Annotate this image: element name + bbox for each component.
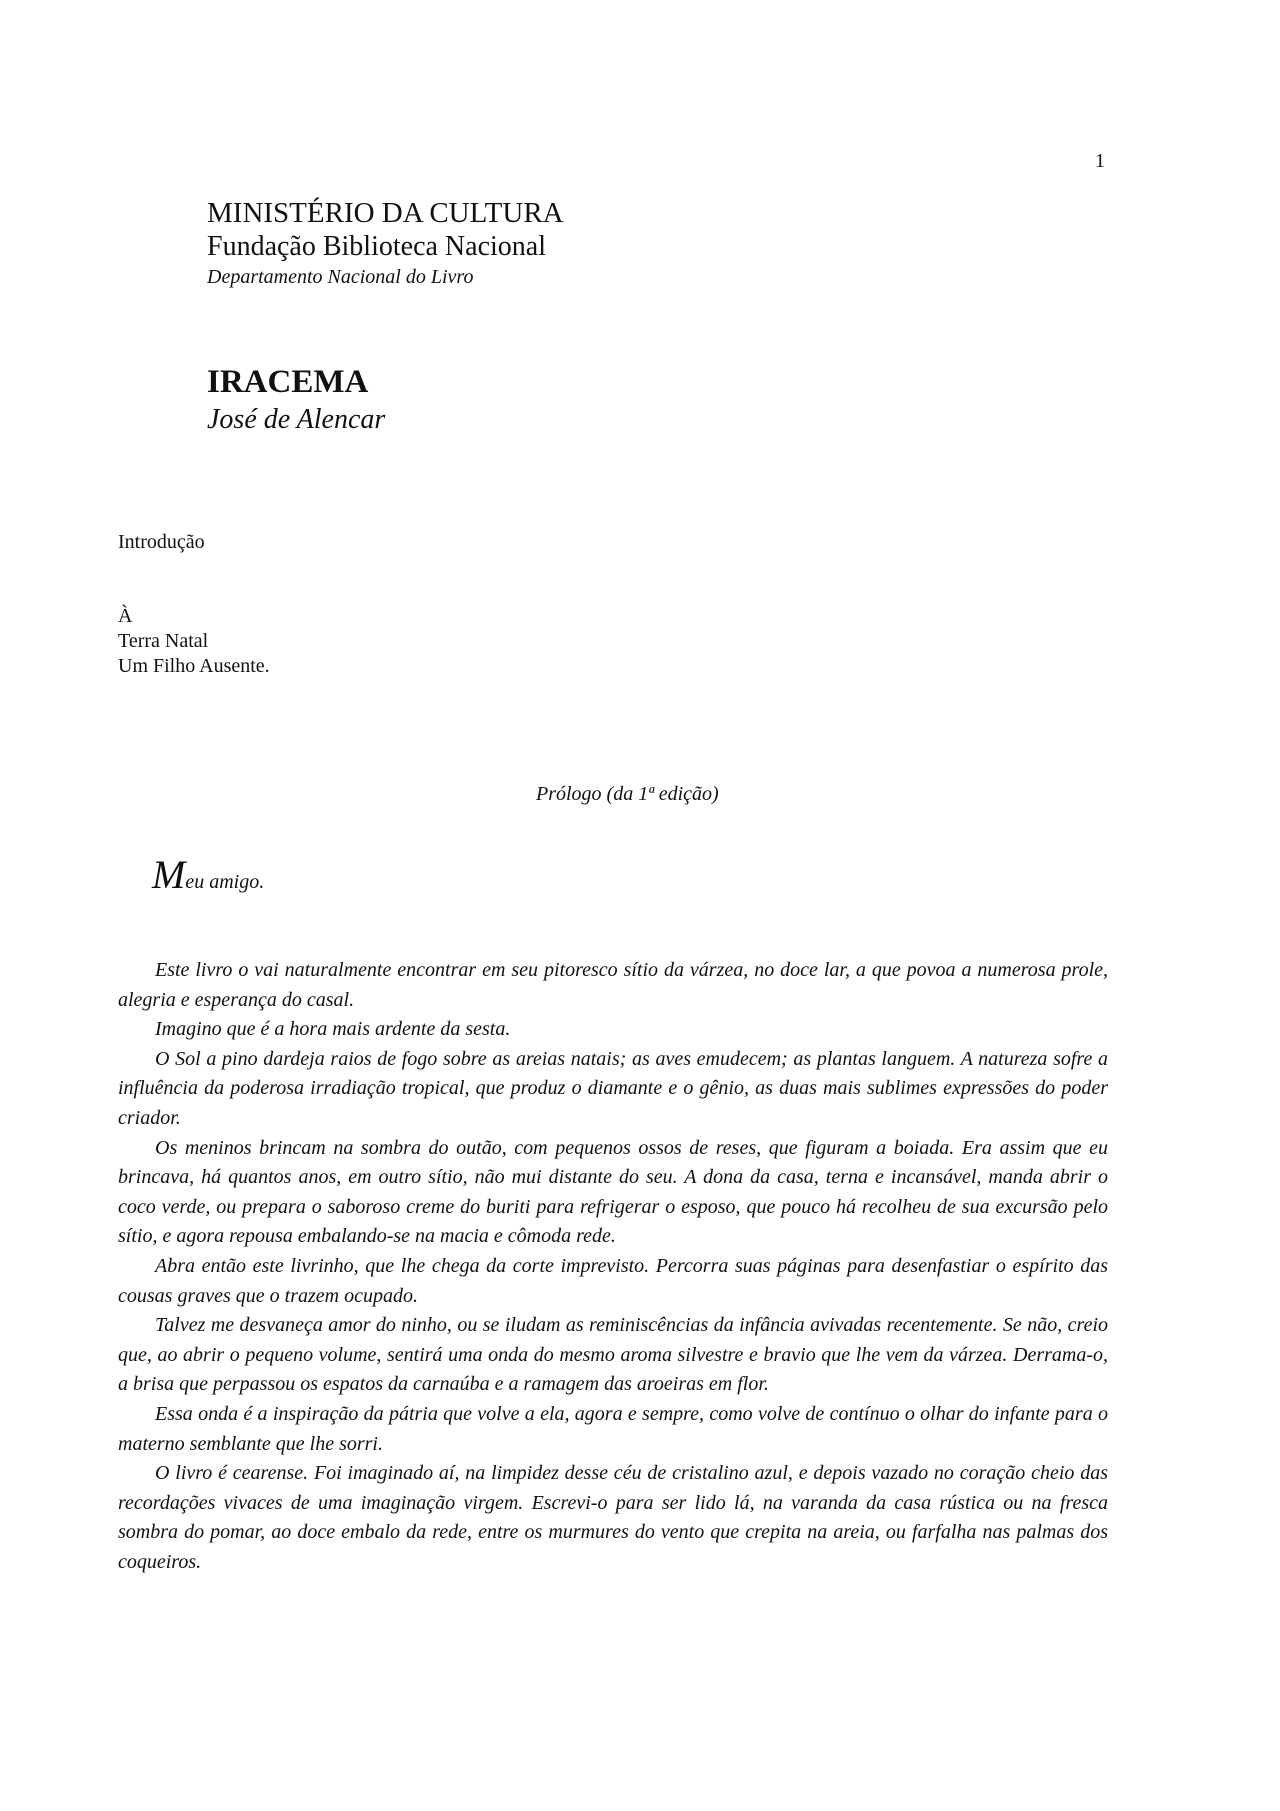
dedication-line-2: Terra Natal: [118, 630, 209, 652]
book-title: IRACEMA: [207, 364, 369, 400]
salutation: [152, 851, 264, 898]
paragraph: O Sol a pino dardeja raios de fogo sobre as areias natais; as aves emudecem; as plantas languem. A natureza sofre a influência da poderosa irradiação tropical, que produz o diamante e o gênio, as duas mais sublimes expressões do poder criador.: [118, 1047, 1108, 1129]
introduction-heading: Introdução: [118, 531, 205, 553]
publisher-header: [207, 196, 564, 290]
paragraph: Essa onda é a inspiração da pátria que volve a ela, agora e sempre, como volve de contínuo o olhar do infante para o materno semblante que lhe sorri.: [118, 1402, 1108, 1455]
ministry-name: MINISTÉRIO DA CULTURA: [207, 197, 564, 229]
paragraph: Os meninos brincam na sombra do outão, com pequenos ossos de reses, que figuram a boiada. Era assim que eu brincava, há quantos anos, em outro sítio, não mui distante do seu. A dona da casa, terna e incansável, manda abrir o coco verde, ou prepara o saboroso creme do buriti para refrigerar o esposo, que pouco há recolheu de sua excursão pelo sítio, e agora repousa embalando-se na macia e cômoda rede.: [118, 1136, 1108, 1248]
salutation-initial: M: [152, 852, 186, 897]
prologue-body: [118, 956, 1108, 1577]
dedication: [118, 604, 270, 679]
paragraph: Talvez me desvaneça amor do ninho, ou se iludam as reminiscências da infância avivadas recentemente. Se não, creio que, ao abrir o pequeno volume, sentirá uma onda do mesmo aroma silvestre e bravio que lhe vem da várzea. Derrama-o, a brisa que perpassou os espatos da carnaúba e a ramagem das aroeiras em flor.: [118, 1314, 1108, 1396]
book-author: José de Alencar: [207, 404, 386, 435]
page-number: 1: [1095, 150, 1105, 172]
foundation-name: Fundação Biblioteca Nacional: [207, 231, 546, 262]
department-name: Departamento Nacional do Livro: [207, 266, 474, 288]
prologue-title: Prólogo (da 1ª edição): [536, 783, 719, 805]
dedication-line-3: Um Filho Ausente.: [118, 655, 270, 677]
paragraph: Imagino que é a hora mais ardente da sesta.: [155, 1018, 511, 1041]
paragraph: Abra então este livrinho, que lhe chega da corte imprevisto. Percorra suas páginas para desenfastiar o espírito das cousas graves que o trazem ocupado.: [118, 1254, 1108, 1307]
paragraph: O livro é cearense. Foi imaginado aí, na limpidez desse céu de cristalino azul, e depois vazado no coração cheio das recordações vivaces de uma imaginação virgem. Escrevi-o para ser lido lá, na varanda da casa rústica ou na fresca sombra do pomar, ao doce embalo da rede, entre os murmures do vento que crepita na areia, ou farfalha nas palmas dos coqueiros.: [118, 1462, 1108, 1573]
dedication-line-1: À: [118, 605, 133, 627]
paragraph: Este livro o vai naturalmente encontrar em seu pitoresco sítio da várzea, no doce lar, a que povoa a numerosa prole, alegria e esperança do casal.: [118, 959, 1108, 1011]
book-title-block: [207, 362, 385, 438]
salutation-rest: eu amigo.: [185, 871, 265, 893]
